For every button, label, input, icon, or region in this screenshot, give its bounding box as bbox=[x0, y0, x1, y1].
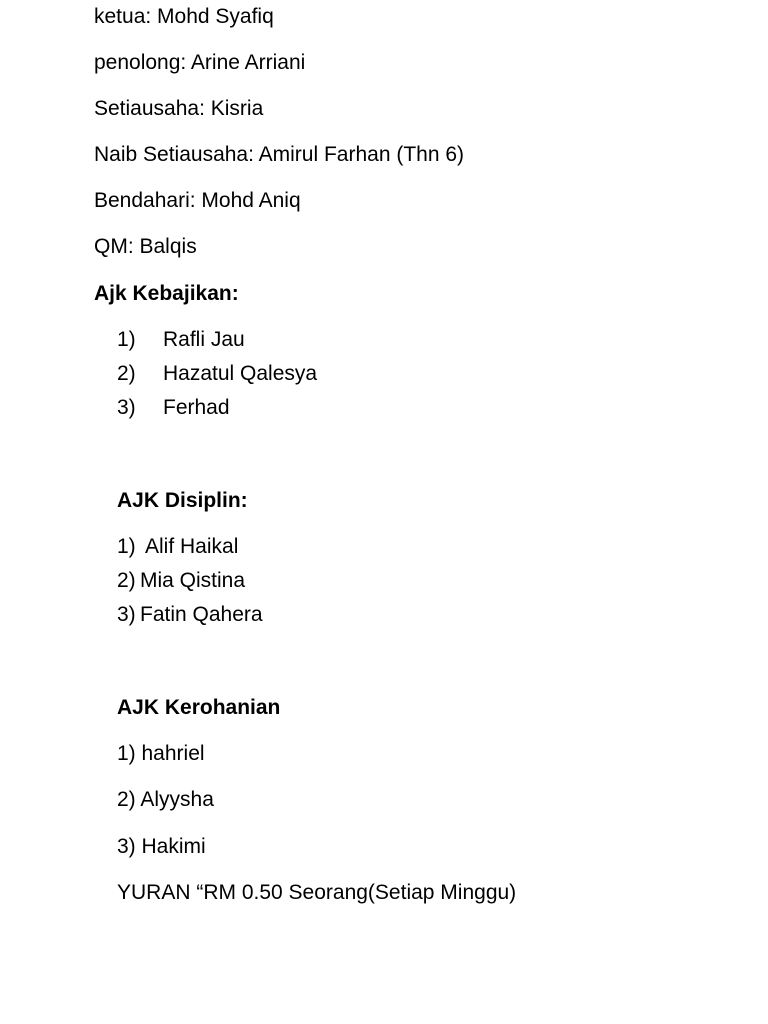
yuran-note: YURAN “RM 0.50 Seorang(Setiap Minggu) bbox=[117, 881, 517, 904]
disiplin-item-number: 3) bbox=[117, 603, 136, 626]
disiplin-item-name: Alif Haikal bbox=[145, 535, 239, 558]
kebajikan-item-name: Rafli Jau bbox=[163, 328, 245, 351]
officer-qm: QM: Balqis bbox=[94, 235, 197, 258]
kebajikan-item-name: Hazatul Qalesya bbox=[163, 362, 318, 385]
kebajikan-item-name: Ferhad bbox=[163, 396, 230, 419]
disiplin-item-name: Fatin Qahera bbox=[140, 603, 263, 626]
kerohanian-item: 1) hahriel bbox=[117, 742, 205, 765]
officer-ketua: ketua: Mohd Syafiq bbox=[94, 5, 274, 28]
officer-penolong: penolong: Arine Arriani bbox=[94, 51, 306, 74]
disiplin-item-number: 1) bbox=[117, 535, 136, 558]
kebajikan-item-number: 1) bbox=[117, 328, 136, 351]
kebajikan-heading: Ajk Kebajikan: bbox=[94, 282, 239, 305]
disiplin-item-number: 2) bbox=[117, 569, 136, 592]
kerohanian-heading: AJK Kerohanian bbox=[117, 696, 281, 719]
kerohanian-item: 2) Alyysha bbox=[117, 788, 214, 811]
disiplin-item-name: Mia Qistina bbox=[140, 569, 246, 592]
kebajikan-item-number: 2) bbox=[117, 362, 136, 385]
officer-naib-setiausaha: Naib Setiausaha: Amirul Farhan (Thn 6) bbox=[94, 143, 465, 166]
disiplin-heading: AJK Disiplin: bbox=[117, 489, 248, 512]
kebajikan-item-number: 3) bbox=[117, 396, 136, 419]
officer-setiausaha: Setiausaha: Kisria bbox=[94, 97, 264, 120]
kerohanian-item: 3) Hakimi bbox=[117, 835, 206, 858]
officer-bendahari: Bendahari: Mohd Aniq bbox=[94, 189, 301, 212]
